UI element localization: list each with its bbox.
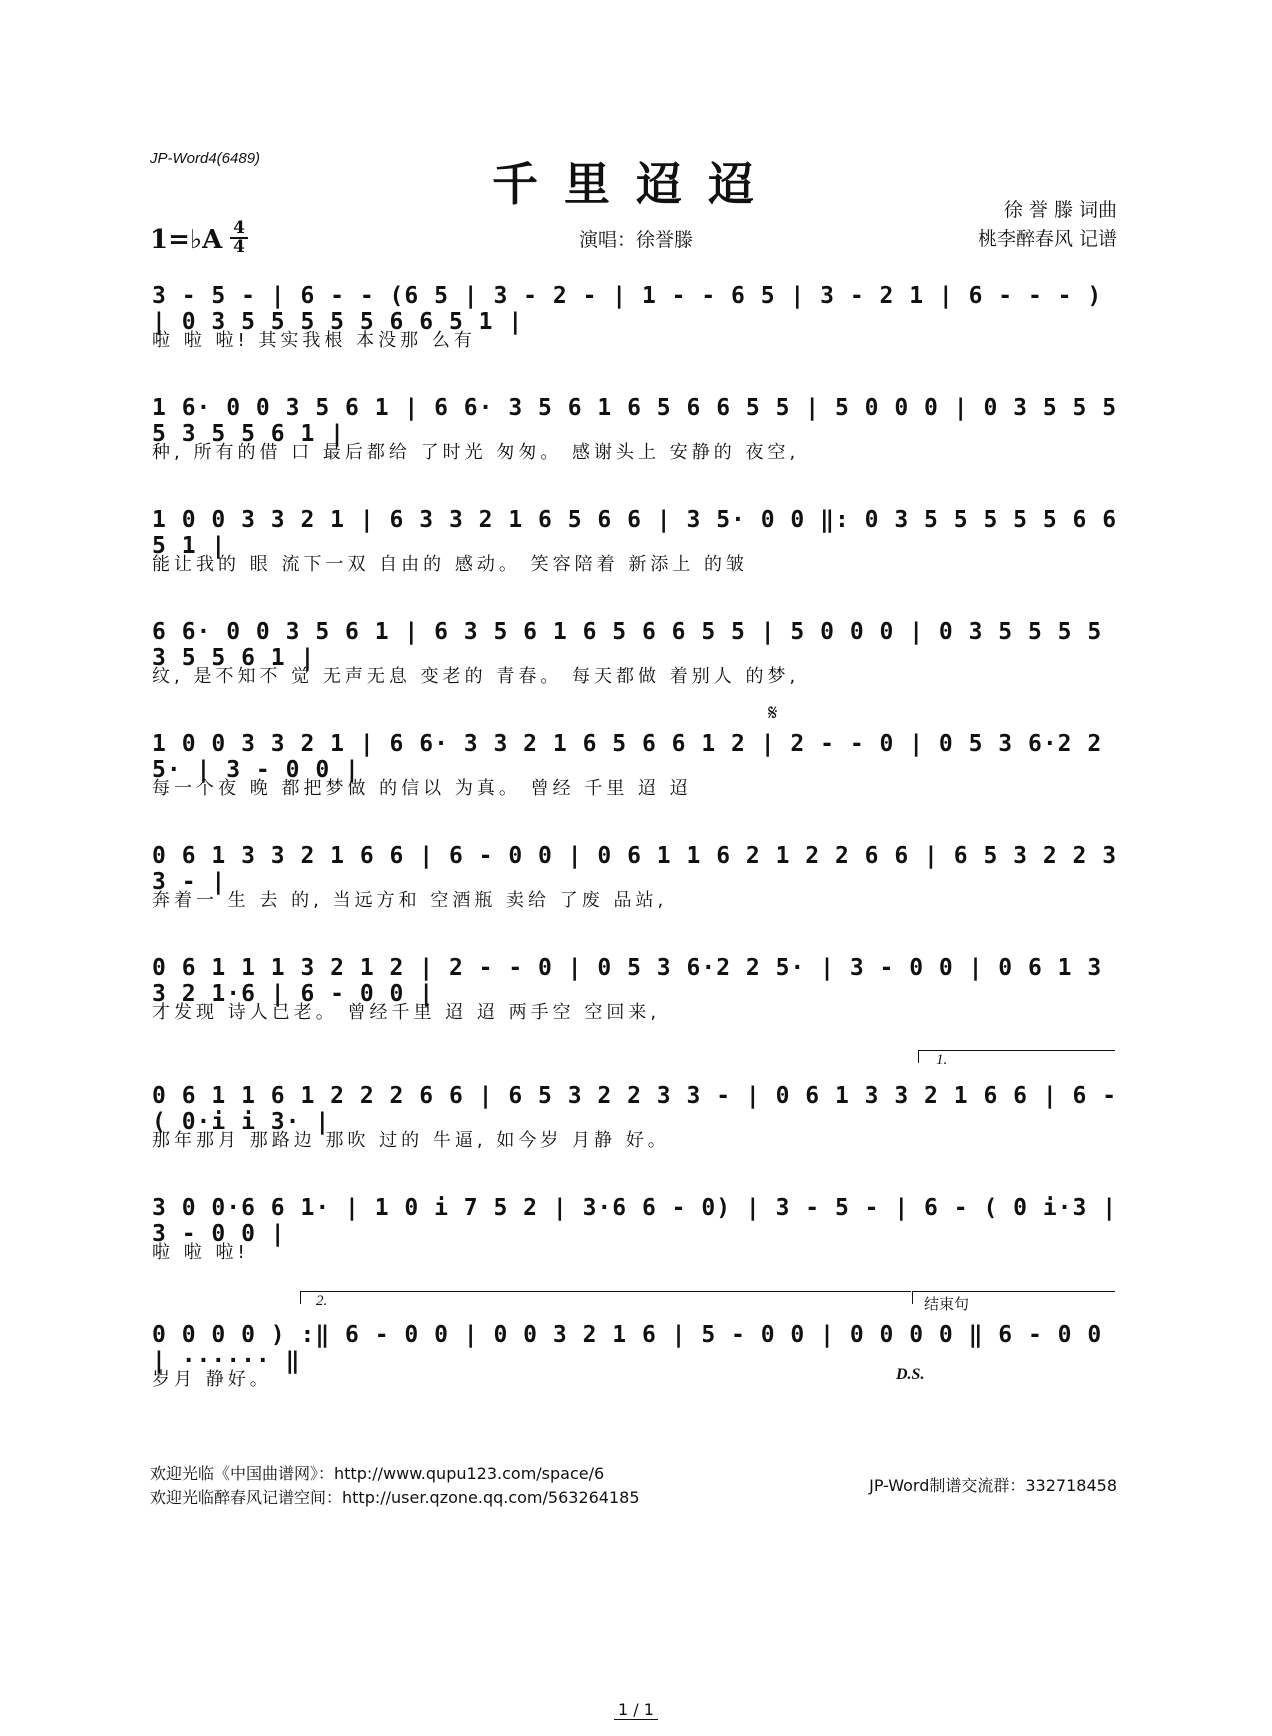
lyric-row-10: 岁月 静好。 bbox=[152, 1369, 272, 1390]
footer-links bbox=[150, 1462, 640, 1510]
lyric-row-1: 啦 啦 啦! 其实我根 本没那 么有 bbox=[152, 330, 476, 351]
lyric-row-3: 能让我的 眼 流下一双 自由的 感动。 笑容陪着 新添上 的皱 bbox=[152, 554, 749, 575]
volta-1: 1. bbox=[936, 1052, 948, 1068]
singer-credit: 演唱：徐誉滕 bbox=[578, 229, 693, 251]
notation-row-1: 3 - 5 - | 6 - - (6 5 | 3 - 2 - | 1 - - 6 5 | 3 - 2 1 | 6 - - - ) | 0 3 5 5 5 5 5 6 6 5 1 | bbox=[152, 283, 1103, 335]
notation-row-8: 0 6 1 1 6 1 2 2 2 6 6 | 6 5 3 2 2 3 3 - | 0 6 1 3 3 2 1 6 6 | 6 - ( 0·i i 3· | bbox=[152, 1083, 1118, 1135]
notation-row-6: 0 6 1 3 3 2 1 6 6 | 6 - 0 0 | 0 6 1 1 6 2 1 2 2 6 6 | 6 5 3 2 2 3 3 - | bbox=[152, 843, 1118, 895]
ds-mark: D.S. bbox=[896, 1366, 925, 1383]
notation-row-10: 0 0 0 0 ) :‖ 6 - 0 0 | 0 0 3 2 1 6 | 5 - 0 0 | 0 0 0 0 ‖ 6 - 0 0 | ······ ‖ bbox=[152, 1322, 1103, 1374]
notation-row-7: 0 6 1 1 1 3 2 1 2 | 2 - - 0 | 0 5 3 6·2 2 5· | 3 - 0 0 | 0 6 1 3 3 2 1·6 | 6 - 0 0 | bbox=[152, 955, 1103, 1007]
lyric-row-8: 那年那月 那路边 那吹 过的 牛逼, 如今岁 月静 好。 bbox=[152, 1130, 670, 1151]
transcriber-credit: 桃李醉春风 记谱 bbox=[977, 228, 1117, 250]
footer-link-2: 欢迎光临醉春风记谱空间：http://user.qzone.qq.com/563264185 bbox=[150, 1488, 640, 1507]
lyric-row-2: 种, 所有的借 口 最后都给 了时光 匆匆。 感谢头上 安静的 夜空, bbox=[152, 442, 800, 463]
lyric-row-4: 纹, 是不知不 觉 无声无息 变老的 青春。 每天都做 着别人 的梦, bbox=[152, 666, 800, 687]
ending-bracket bbox=[912, 1291, 1115, 1304]
source-label: JP-Word4(6489) bbox=[150, 150, 261, 167]
footer-group: JP-Word制谱交流群：332718458 bbox=[869, 1476, 1117, 1495]
credits bbox=[978, 196, 1117, 254]
ending-label: 结束句 bbox=[924, 1297, 970, 1313]
footer-link-1: 欢迎光临《中国曲谱网》：http://www.qupu123.com/space/6 bbox=[150, 1464, 605, 1483]
notation-row-9: 3 0 0·6 6 1· | 1 0 i 7 5 2 | 3·6 6 - 0) | 3 - 5 - | 6 - ( 0 i·3 | 3 - 0 0 | bbox=[152, 1195, 1118, 1247]
notation-row-5: 1 0 0 3 3 2 1 | 6 6· 3 3 2 1 6 5 6 6 1 2 | 2 - - 0 | 0 5 3 6·2 2 5· | 3 - 0 0 | bbox=[152, 731, 1103, 783]
lyric-row-7: 才发现 诗人已老。 曾经千里 迢 迢 两手空 空回来, bbox=[152, 1002, 661, 1023]
notation-row-4: 6 6· 0 0 3 5 6 1 | 6 3 5 6 1 6 5 6 6 5 5 | 5 0 0 0 | 0 3 5 5 5 5 3 5 5 6 1 | bbox=[152, 619, 1103, 671]
notation-row-2: 1 6· 0 0 3 5 6 1 | 6 6· 3 5 6 1 6 5 6 6 5 5 | 5 0 0 0 | 0 3 5 5 5 5 3 5 5 6 1 | bbox=[152, 395, 1118, 447]
song-title: 千里迢迢 bbox=[492, 157, 780, 211]
time-bottom: 4 bbox=[233, 237, 245, 257]
volta-2: 2. bbox=[316, 1293, 328, 1309]
volta-1-bracket bbox=[918, 1050, 1115, 1063]
key-signature: 1=♭A bbox=[150, 225, 223, 255]
time-top: 4 bbox=[233, 218, 245, 238]
lyric-row-9: 啦 啦 啦! bbox=[152, 1242, 249, 1263]
lyricist-credit: 徐 誉 滕 词曲 bbox=[1003, 199, 1117, 221]
lyric-row-6: 奔着一 生 去 的, 当远方和 空酒瓶 卖给 了废 品站, bbox=[152, 890, 668, 911]
page-number: 1 / 1 bbox=[0, 1700, 1272, 1719]
segno-mark: 𝄋 bbox=[768, 700, 778, 725]
notation-row-3: 1 0 0 3 3 2 1 | 6 3 3 2 1 6 5 6 6 | 3 5· 0 0 ‖: 0 3 5 5 5 5 5 6 6 5 1 | bbox=[152, 507, 1118, 559]
volta-2-bracket bbox=[300, 1291, 911, 1304]
lyric-row-5: 每一个夜 晚 都把梦做 的信以 为真。 曾经 千里 迢 迢 bbox=[152, 778, 692, 799]
